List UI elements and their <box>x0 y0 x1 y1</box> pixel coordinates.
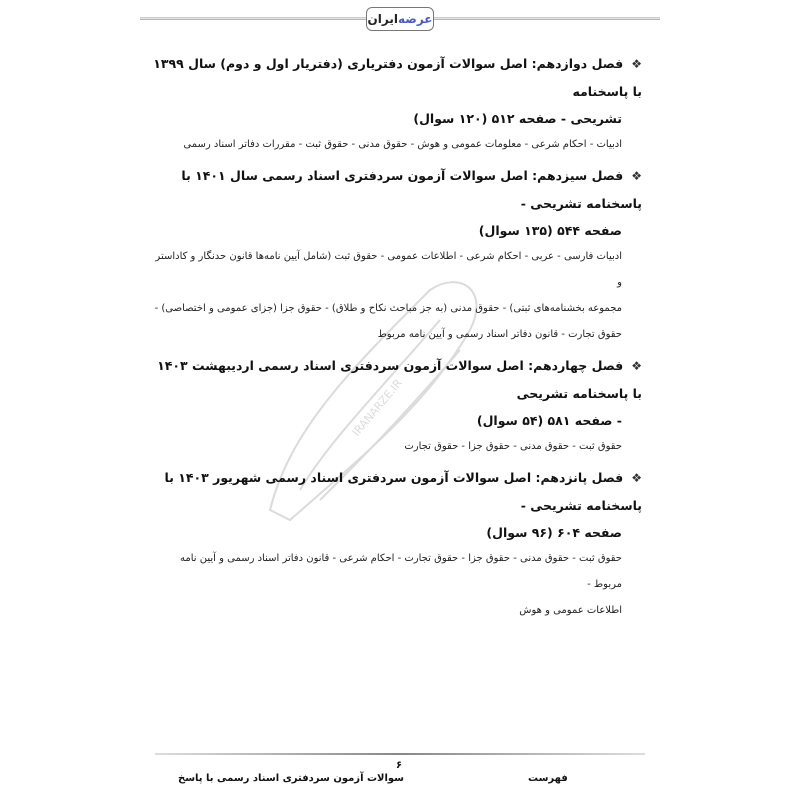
section-body-line: ادبیات - احکام شرعی - معلومات عمومی و هوش - حقوق مدنی - حقوق ثبت - مقررات دفاتر اسناد رسمی <box>183 139 622 150</box>
section-title-line: - صفحه ۵۸۱ (۵۴ سوال) <box>476 413 622 428</box>
section-body-line: اطلاعات عمومی و هوش <box>519 605 622 616</box>
section-body-line: مجموعه بخشنامه‌های ثبتی) - حقوق مدنی (به جز مباحث نکاح و طلاق) - حقوق جزا (جزای عمومی و اختصاصی) - <box>154 303 622 314</box>
watermark-sub: IRANARZE.IR <box>349 376 405 439</box>
section-title-line: ❖فصل دوازدهم: اصل سوالات آزمون دفتریاری (دفتریار اول و دوم) سال ۱۳۹۹ با پاسخنامه <box>150 50 642 105</box>
header-rule-left <box>140 17 366 20</box>
diamond-bullet-icon: ❖ <box>631 57 642 71</box>
header-rule-right <box>434 17 660 20</box>
diamond-bullet-icon: ❖ <box>631 471 642 485</box>
section-12 <box>150 50 642 158</box>
logo-text-a: ایران <box>367 12 398 26</box>
diamond-bullet-icon: ❖ <box>631 169 642 183</box>
section-title-line: صفحه ۵۴۴ (۱۳۵ سوال) <box>478 223 622 238</box>
footer-rule <box>155 753 645 755</box>
section-title-line: تشریحی - صفحه ۵۱۲ (۱۲۰ سوال) <box>413 111 622 126</box>
section-body-line: حقوق ثبت - حقوق مدنی - حقوق جزا - حقوق تجارت <box>404 441 622 452</box>
site-logo <box>366 7 434 31</box>
section-14 <box>150 352 642 460</box>
section-title-line: ❖فصل سیزدهم: اصل سوالات آزمون سردفتری اسناد رسمی سال ۱۴۰۱ با پاسخنامه تشریحی - <box>150 162 642 217</box>
section-body-line: ادبیات فارسی - عربی - احکام شرعی - اطلاعات عمومی - حقوق ثبت (شامل آیین نامه‌ها قانون حدنگار و کاداستر و <box>155 251 622 288</box>
section-15 <box>150 464 642 624</box>
section-title-line: ❖فصل چهاردهم: اصل سوالات آزمون سردفتری اسناد رسمی اردیبهشت ۱۴۰۳ با پاسخنامه تشریحی <box>150 352 642 407</box>
section-13 <box>150 162 642 348</box>
section-title-line: صفحه ۶۰۴ (۹۶ سوال) <box>486 525 622 540</box>
footer-section: فهرست <box>528 773 568 784</box>
section-body-line: حقوق تجارت - قانون دفاتر اسناد رسمی و آیین نامه مربوط <box>377 329 622 340</box>
section-title-line: ❖فصل پانزدهم: اصل سوالات آزمون سردفتری اسناد رسمی شهریور ۱۴۰۳ با پاسخنامه تشریحی - <box>150 464 642 519</box>
footer-book-title: سوالات آزمون سردفتری اسناد رسمی با پاسخ <box>178 773 405 784</box>
table-of-contents <box>150 50 642 628</box>
logo-text-b: عرضه <box>397 12 433 26</box>
section-body-line: حقوق ثبت - حقوق مدنی - حقوق جزا - حقوق تجارت - احکام شرعی - قانون دفاتر اسناد رسمی و آیین نامه مربوط - <box>180 553 622 590</box>
diamond-bullet-icon: ❖ <box>631 359 642 373</box>
page-number: ۶ <box>396 760 403 771</box>
